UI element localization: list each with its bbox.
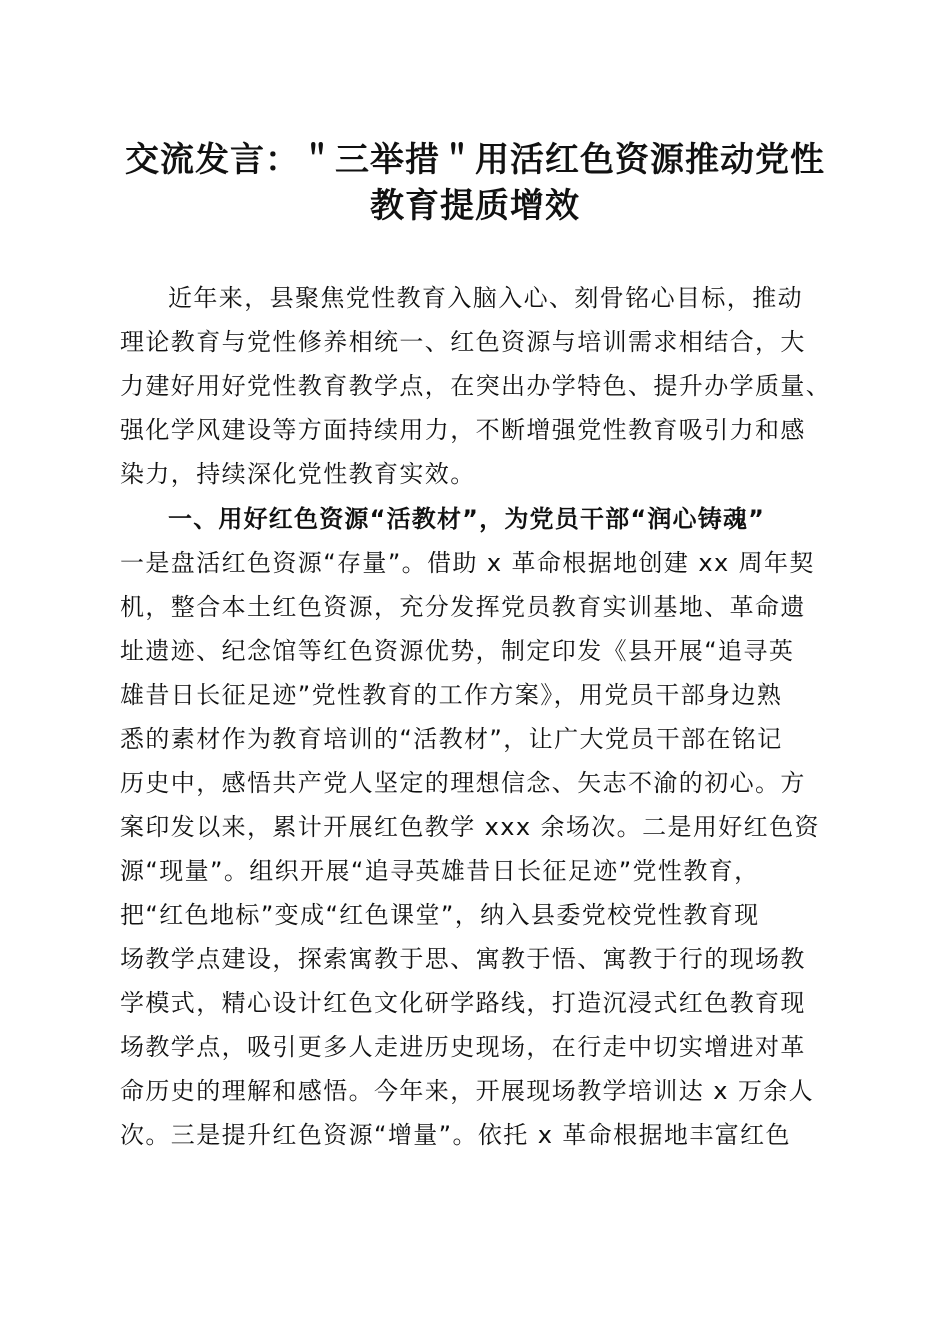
body-line: 把“红色地标”变成“红色课堂”，纳入县委党校党性教育现 [120, 901, 760, 929]
body-line: 命历史的理解和感悟。今年来，开展现场教学培训达 x 万余人 [120, 1077, 815, 1105]
body-line: 学模式，精心设计红色文化研学路线，打造沉浸式红色教育现 [120, 989, 806, 1017]
body-line: 悉的素材作为教育培训的“活教材”，让广大党员干部在铭记 [120, 725, 783, 753]
body-line: 染力，持续深化党性教育实效。 [120, 460, 476, 488]
body-line: 强化学风建设等方面持续用力，不断增强党性教育吸引力和感 [120, 416, 806, 444]
body-line: 源“现量”。组织开展“追寻英雄昔日长征足迹”党性教育， [120, 857, 760, 885]
body-line: 近年来，县聚焦党性教育入脑入心、刻骨铭心目标，推动 [168, 284, 803, 312]
document-title-line-2: 教育提质增效 [370, 186, 580, 226]
body-line: 址遗迹、纪念馆等红色资源优势，制定印发《县开展“追寻英 [120, 637, 795, 665]
body-line: 雄昔日长征足迹”党性教育的工作方案》，用党员干部身边熟 [120, 681, 783, 709]
body-line: 一是盘活红色资源“存量”。借助 x 革命根据地创建 xx 周年契 [120, 549, 815, 577]
section-heading-1: 一、用好红色资源“活教材”，为党员干部“润心铸魂” [168, 505, 766, 533]
document-title-line-1: 交流发言：＂三举措＂用活红色资源推动党性 [125, 140, 825, 180]
body-line: 场教学点，吸引更多人走进历史现场，在行走中切实增进对革 [120, 1033, 806, 1061]
body-line: 场教学点建设，探索寓教于思、寓教于悟、寓教于行的现场教 [120, 945, 806, 973]
body-line: 机，整合本土红色资源，充分发挥党员教育实训基地、革命遗 [120, 593, 806, 621]
body-line: 力建好用好党性教育教学点，在突出办学特色、提升办学质量、 [120, 372, 832, 400]
body-line: 次。三是提升红色资源“增量”。依托 x 革命根据地丰富红色 [120, 1121, 791, 1149]
body-line: 历史中，感悟共产党人坚定的理想信念、矢志不渝的初心。方 [120, 769, 806, 797]
body-line: 案印发以来，累计开展红色教学 xxx 余场次。二是用好红色资 [120, 813, 820, 841]
body-line: 理论教育与党性修养相统一、红色资源与培训需求相结合，大 [120, 328, 806, 356]
